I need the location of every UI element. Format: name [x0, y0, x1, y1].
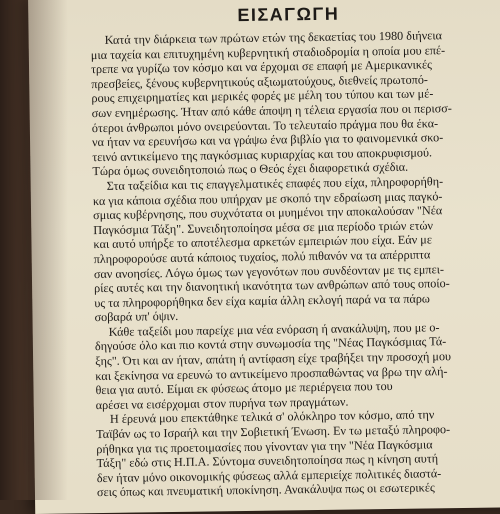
- text-line: ξης". Ότι και αν ήταν, απάτη ή αντίφαση είχε τραβήξει την προσοχή μου: [95, 349, 452, 369]
- text-line: τρεπε να γυρίζω τον κόσμο και να έρχομαι σε επαφή με Αμερικανικές: [90, 57, 433, 77]
- text-line: κα για κάποια σχέδια που υπήρχαν με σκοπό την εδραίωση μιας παγκό-: [92, 188, 443, 208]
- text-line: τεινό αντικείμενο της παγκόσμιας κυριαρχίας και του αποκρυφισμού.: [92, 145, 433, 164]
- text-line: Τάξη" εδώ στις Η.Π.Α. Σύντομα συνειδητοποίησα πως η κίνηση αυτή: [96, 451, 439, 471]
- text-line: σαν ανοησίες. Λόγω όμως των γεγονότων που συνδέονταν με τις εμπει-: [93, 261, 445, 281]
- text-line: ρίες αυτές και την διανοητική ικανότητα των ανθρώπων από τους οποίο-: [94, 276, 450, 296]
- text-line: να ήταν να ερευνήσω και να γράψω ένα βιβλίο για το φαινομενικά σκο-: [91, 130, 444, 150]
- text-line: Η έρευνά μου επεκτάθηκε τελικά σ' ολόκληρο τον κόσμο, από την: [109, 407, 435, 427]
- text-line: δεν ήταν μόνο οικονομικής φύσεως αλλά εμπεριείχε πολιτικές διαστά-: [96, 466, 442, 485]
- book-page: [28, 0, 500, 514]
- text-line: ρήθηκα για τις προετοιμασίες που γίνονταν για την "Νέα Παγκόσμια: [96, 437, 433, 456]
- text-line: σων ενημέρωσης. Ήταν από κάθε άποψη η τέλεια εργασία που οι περισσ-: [91, 101, 452, 121]
- paragraph-3: [95, 320, 464, 413]
- text-line: σοβαρά υπ' όψιν.: [94, 309, 179, 325]
- body-text: [91, 28, 465, 500]
- text-line: Κατά την διάρκεια των πρώτων ετών της δεκαετίας του 1980 διήνεια: [104, 28, 443, 47]
- text-line: σμιας κυβέρνησης, που συχνότατα οι μυημένοι την αποκαλούσαν "Νέα: [92, 203, 443, 223]
- text-line: Στα ταξείδια και τις επαγγελματικές επαφές που είχα, πληροφορήθη-: [106, 174, 444, 193]
- text-line: Ταϊβάν ως το Ισραήλ και την Σοβιετική Ένωση. Εν τω μεταξύ πληροφο-: [96, 422, 451, 442]
- text-line: Τώρα όμως συνειδητοποιώ πως ο Θεός έχει διαφορετικά σχέδια.: [92, 160, 409, 179]
- text-line: σεις όπως και πνευματική υποκίνηση. Ανακάλυψα πως οι εσωτερικές: [96, 480, 435, 500]
- text-line: ρους επιχειρηματίες και μερικές φορές με μέλη του τύπου και των μέ-: [91, 86, 434, 106]
- text-line: Κάθε ταξείδι μου παρείχε μια νέα ενόραση ή ανακάλυψη, που με ο-: [108, 320, 440, 339]
- text-line: υς τα πληροφορήθηκα δεν είχα καμία άλλη εκλογή παρά να τα πάρω: [94, 291, 430, 310]
- text-line: Παγκόσμια Τάξη". Συνειδητοποίησα μέσα σε μια περίοδο τριών ετών: [93, 218, 434, 237]
- text-line: πληροφορούσε αυτά κάποιος τυχαίος, πολύ πιθανόν να τα απέρριπτα: [93, 247, 431, 267]
- text-line: δηγούσε όλο και πιο κοντά στην συνωμοσία της "Νέας Παγκόσμιας Τά-: [94, 334, 447, 354]
- text-line: ότεροι άνθρωποι μόνο ονειρεύονται. Το τελευταίο πράγμα που θα έκα-: [91, 115, 439, 135]
- paragraph-2: [93, 174, 463, 325]
- chapter-heading: ΕΙΣΑΓΩΓΗ: [237, 3, 340, 26]
- paragraph-1: [91, 28, 461, 179]
- text-line: θεια για αυτό. Είμαι εκ φύσεως άτομο με περιέργεια που του: [95, 379, 393, 398]
- text-line: μια ταχεία και επιτυχημένη κυβερνητική σταδιοδρομία η οποία μου επέ-: [90, 42, 446, 62]
- text-line: πρεσβείες, ξένους κυβερνητικούς αξιωματούχους, διεθνείς πρωτοπό-: [91, 72, 429, 91]
- paragraph-4: [96, 407, 465, 500]
- text-line: αρέσει να εισέρχομαι στον πυρήνα των πραγμάτων.: [95, 394, 349, 412]
- text-line: και ξεκίνησα να ερευνώ το αντικείμενο προσπαθώντας να βρω την αλή-: [95, 363, 448, 383]
- text-line: και αυτό υπήρξε το αποτέλεσμα αρκετών εμπειριών που είχα. Εάν με: [93, 232, 433, 252]
